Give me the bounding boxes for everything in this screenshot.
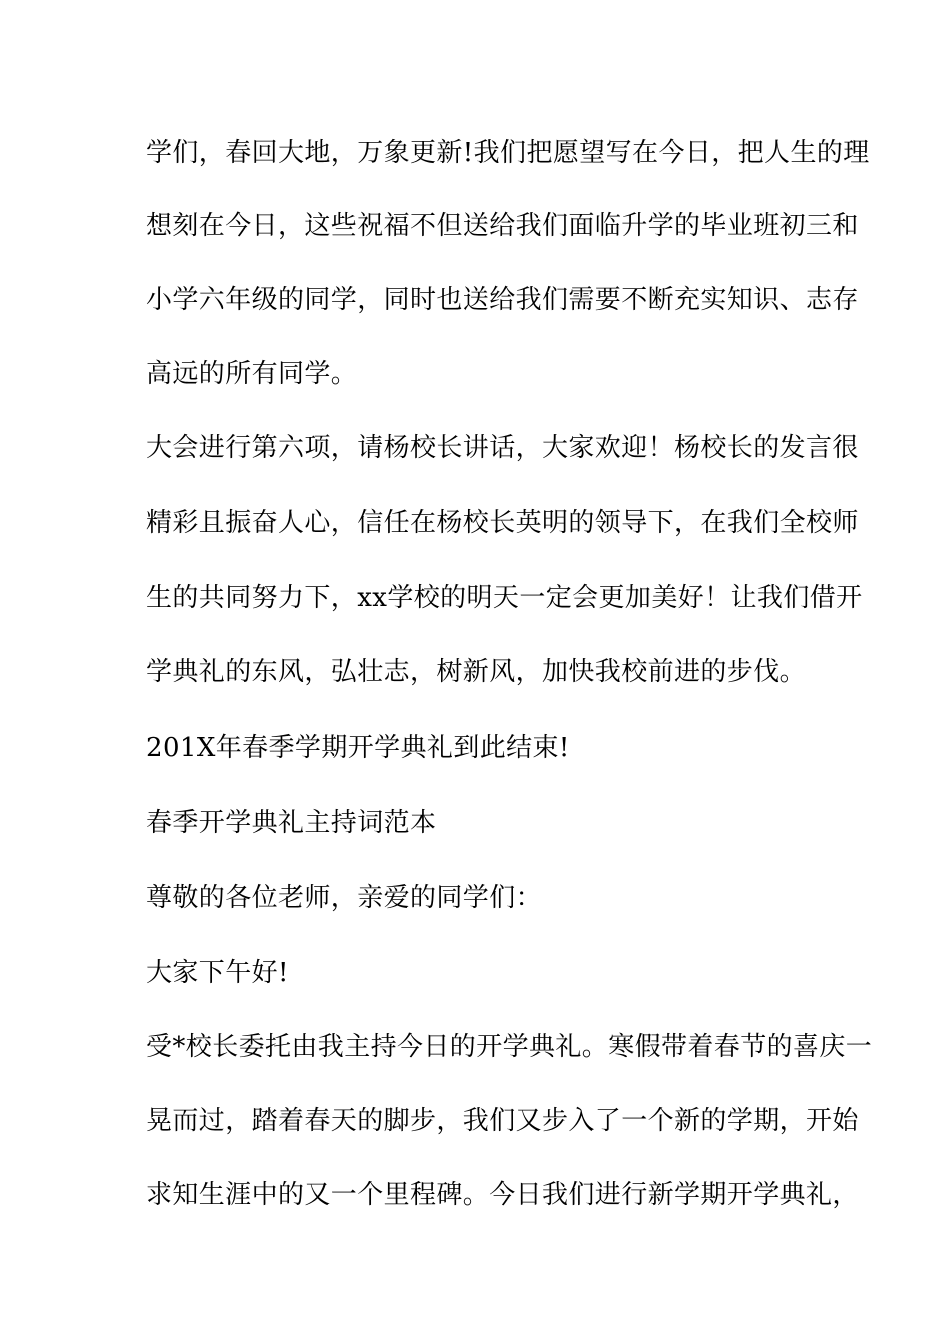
- paragraph-line: 晃而过，踏着春天的脚步，我们又步入了一个新的学期，开始: [146, 1106, 859, 1136]
- paragraph-line: 求知生涯中的又一个里程碑。今日我们进行新学期开学典礼，: [146, 1180, 859, 1210]
- paragraph-line: 201X年春季学期开学典礼到此结束!: [146, 733, 570, 763]
- paragraph-line: 精彩且振奋人心，信任在杨校长英明的领导下，在我们全校师: [146, 508, 859, 538]
- paragraph-line: 想刻在今日，这些祝福不但送给我们面临升学的毕业班初三和: [146, 211, 859, 241]
- paragraph-line: 学们，春回大地，万象更新!我们把愿望写在今日，把人生的理: [146, 138, 870, 168]
- paragraph-line: 生的共同努力下，xx学校的明天一定会更加美好！让我们借开: [146, 583, 863, 613]
- section-heading: 春季开学典礼主持词范本: [146, 808, 437, 838]
- paragraph-line: 学典礼的东风，弘壮志，树新风，加快我校前进的步伐。: [146, 657, 807, 687]
- greeting-line: 大家下午好!: [146, 958, 289, 988]
- paragraph-line: 小学六年级的同学，同时也送给我们需要不断充实知识、志存: [146, 285, 859, 315]
- paragraph-line: 受*校长委托由我主持今日的开学典礼。寒假带着春节的喜庆一: [146, 1032, 873, 1062]
- paragraph-line: 大会进行第六项，请杨校长讲话，大家欢迎！杨校长的发言很: [146, 433, 859, 463]
- paragraph-line: 高远的所有同学。: [146, 359, 358, 389]
- salutation-line: 尊敬的各位老师，亲爱的同学们：: [146, 883, 543, 913]
